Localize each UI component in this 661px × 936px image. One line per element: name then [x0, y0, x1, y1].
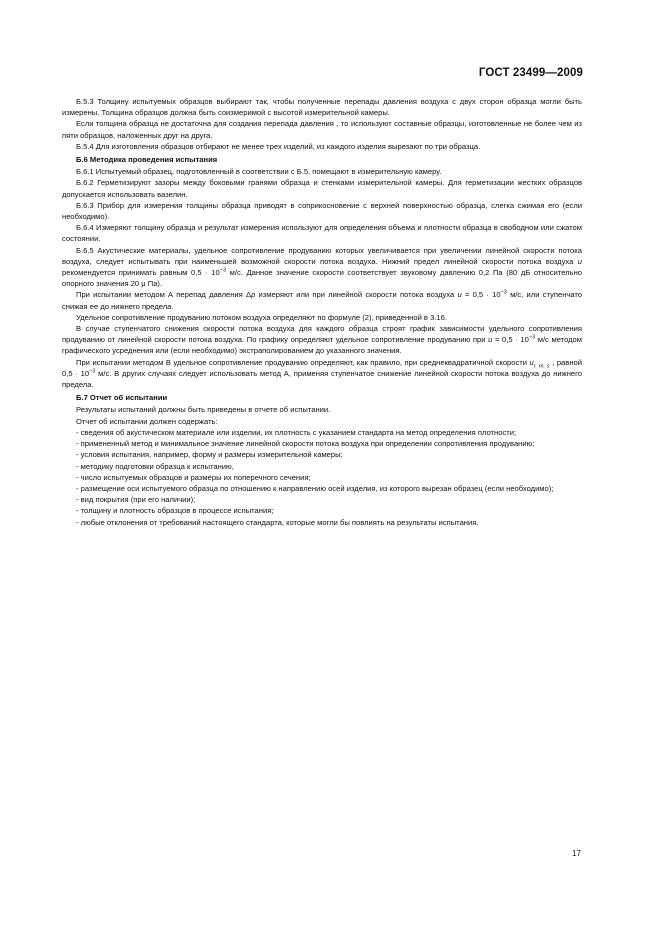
- paragraph-method-b: [62, 357, 582, 391]
- paragraph-method-a: [62, 289, 582, 311]
- list-item: - вид покрытия (при его наличии);: [76, 495, 196, 505]
- list-item: - условия испытания, например, форму и размеры измерительной камеры;: [76, 450, 343, 460]
- symbol-p: p: [251, 290, 256, 300]
- text-run: В случае ступенчатого снижения скорости потока воздуха для каждого образца строят график зависимости удельного сопротивления продуванию от линейной скорости потока воздуха. По графику определяют удельное сопротивление продуванию при: [62, 324, 582, 345]
- text-run: м/с методом графического усреднения или (если необходимо) экстраполированием до указанного значения.: [62, 335, 582, 356]
- text-run: м/с. Данное значение скорости соответствует звуковому давлению 0,2 Па (80 дБ относительно опорного значения 20 μ Па).: [62, 268, 582, 289]
- exponent: −3: [89, 368, 96, 375]
- section-heading-b-7: Б.7 Отчет об испытании: [76, 393, 168, 403]
- document-header-standard: ГОСТ 23499—2009: [478, 67, 583, 79]
- paragraph-report-contents: Отчет об испытании должен содержать:: [76, 416, 218, 426]
- symbol-u: u: [488, 335, 493, 345]
- text-run: рекомендуется принимать равным 0,5 · 10: [62, 268, 220, 278]
- list-item: - число испытуемых образцов и размеры их поперечного сечения;: [76, 472, 311, 482]
- paragraph-b-6-4: Б.6.4 Измеряют толщину образца и результат измерения используют для определения объема и плотности образца в свободном или сжатом состоянии.: [62, 223, 582, 244]
- paragraph-b-6-5: [62, 245, 582, 290]
- text-run: измеряют или при линейной скорости потока воздуха: [255, 290, 458, 300]
- list-item: - толщину и плотность образцов в процессе испытания;: [76, 506, 274, 516]
- exponent: −3: [528, 334, 536, 341]
- text-run: = 0,5 · 10: [492, 335, 529, 345]
- paragraph-report-results: Результаты испытаний должны быть приведены в отчете об испытании.: [76, 405, 331, 415]
- paragraph-b-6-3: Б.6.3 Прибор для измерения толщины образца приводят в соприкосновение с верхней поверхностью образца, слегка сжимая его (если необходимо).: [62, 200, 582, 222]
- paragraph-formula-reference: Удельное сопротивление продуванию потоком воздуха определяют по формуле (2), приведенной в 3.16.: [76, 312, 447, 322]
- list-item: - размещение оси испытуемого образца по отношению к направлению осей изделия, из которого вырезан образец (если необходимо);: [76, 483, 554, 493]
- paragraph-b-6-1: Б.6.1 Испытуемый образец, подготовленный в соответствии с Б.5, помещают в измерительную камеру.: [76, 167, 442, 177]
- text-run: При испытании методом А перепад давления Δ: [76, 290, 252, 300]
- list-item: - любые отклонения от требований настоящего стандарта, которые могли бы повлиять на результаты испытания.: [76, 517, 479, 527]
- exponent: −3: [500, 289, 507, 296]
- text-run: При испытании методом В удельное сопротивление продуванию определяют, как правило, при среднеквадратичной скорости: [76, 357, 530, 367]
- text-run: м/с, или ступенчато снижая ее до нижнего предела.: [62, 290, 583, 311]
- symbol-u: u: [457, 290, 462, 300]
- paragraph-b-6-2: Б.6.2 Герметизируют зазоры между боковыми гранями образца и стенками измерительной камеры. Для герметизации жестких образцов допускается использовать вазелин.: [62, 178, 582, 199]
- list-item: - сведения об акустическом материале или изделии, их плотность с указанием стандарта на метод определения плотности;: [76, 427, 517, 437]
- paragraph-b-5-4: Б.5.4 Для изготовления образцов отбирают не менее трех изделий, из каждого изделия вырезают по три образца.: [76, 141, 481, 151]
- page-number: 17: [572, 849, 581, 858]
- symbol-u: u: [529, 357, 534, 367]
- section-heading-b-6: Б.6 Методика проведения испытания: [76, 155, 218, 165]
- document-body: [62, 96, 582, 528]
- text-run: м/с. В других случаях следует использовать метод А, применяя ступенчатое снижение линейной скорости потока воздуха до нижнего предела.: [62, 368, 582, 390]
- subscript-rms: r. m. s: [533, 363, 550, 370]
- text-run: = 0,5 · 10: [461, 290, 501, 300]
- paragraph-stepwise-reduction: [62, 323, 582, 357]
- list-item: - методику подготовки образца к испытанию,: [76, 461, 234, 471]
- list-item: - примененный метод и минимальное значение линейной скорости потока воздуха при определении сопротивления продуванию;: [76, 439, 535, 449]
- symbol-u: u: [577, 256, 582, 266]
- report-requirements-list: [62, 427, 582, 528]
- text-run: Б.6.5 Акустические материалы, удельное сопротивление продуванию которых увеличивается при увеличении линейной скорости потока воздуха, следует испытывать при наименьшей возможной скорости потока воздуха. Нижний предел линейной скорости потока воздуха: [62, 245, 582, 266]
- exponent: −3: [219, 267, 227, 274]
- paragraph-composite-samples: Если толщина образца не достаточна для создания перепада давления , то используют составные образцы, изготовленные не более чем из пяти образцов, наложенных друг на друга.: [62, 119, 582, 140]
- paragraph-b-5-3: Б.5.3 Толщину испытуемых образцов выбирают так, чтобы полученные перепады давления воздуха с двух сторон образца могли быть измерены. Толщина образцов должна быть соизмеримой с высотой измерительной камеры.: [62, 97, 582, 118]
- text-run: , равной 0,5 · 10: [62, 357, 582, 378]
